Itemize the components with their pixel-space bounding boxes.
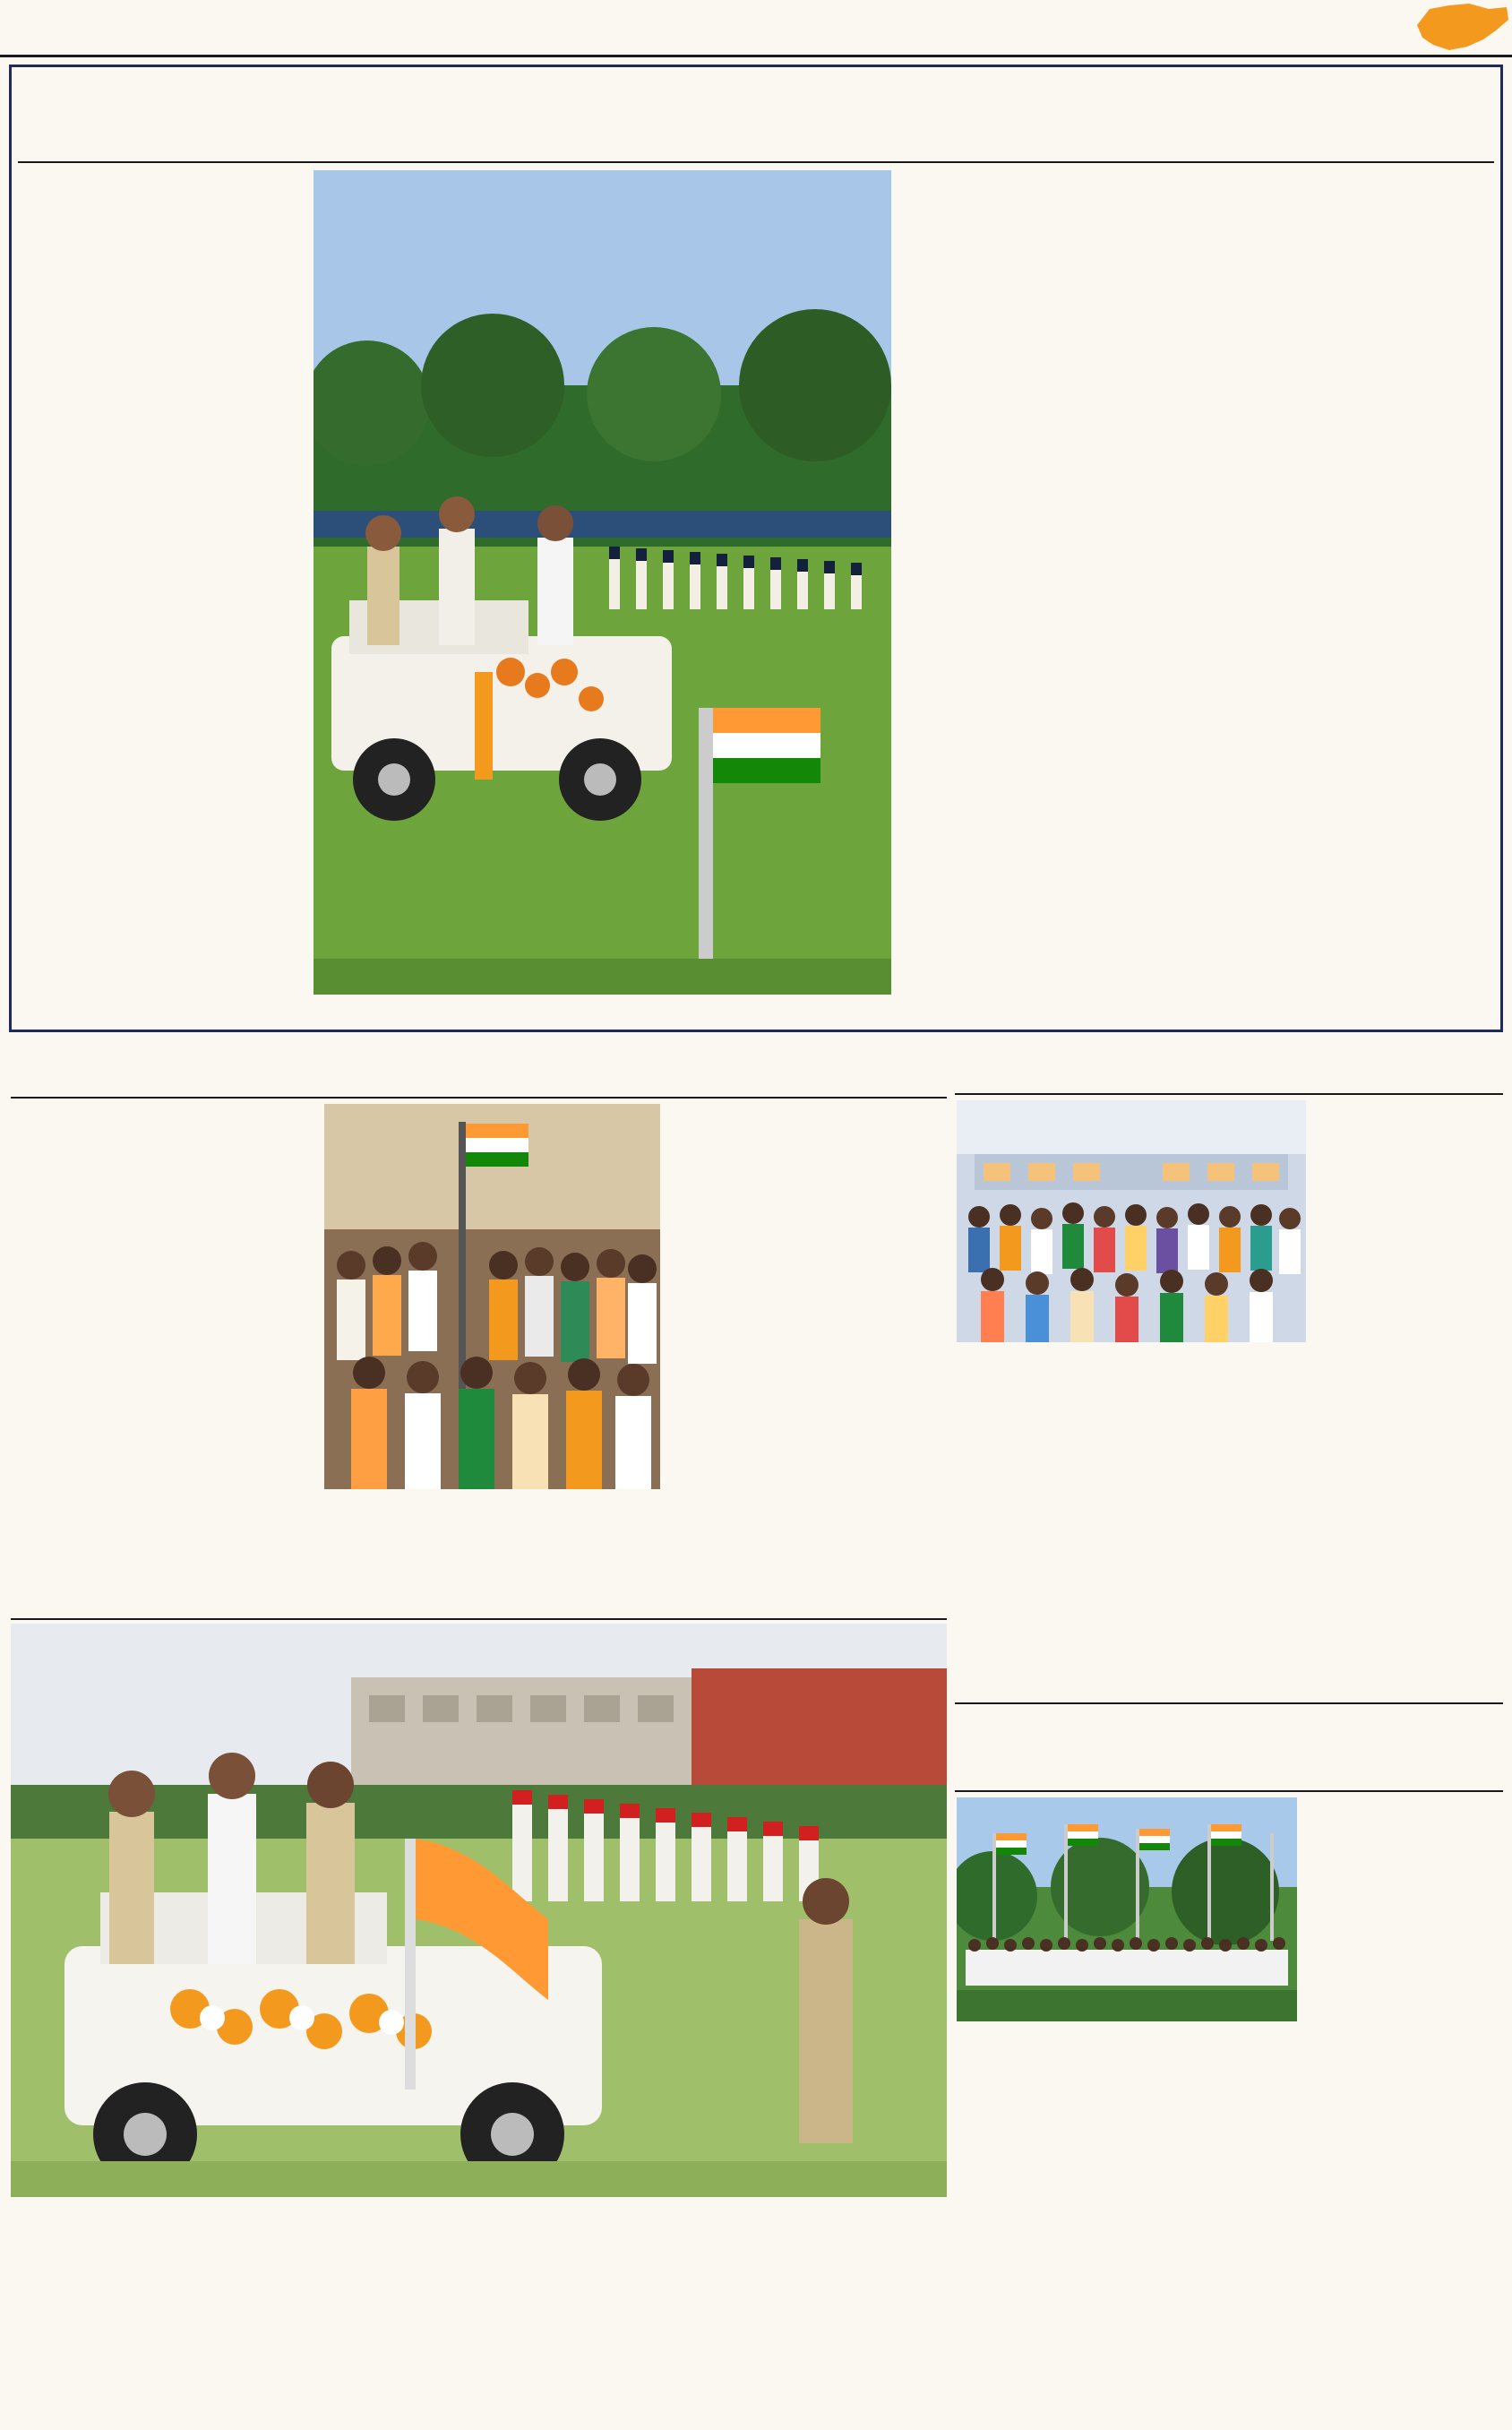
story-dalmia-col2 <box>1130 2027 1297 2392</box>
story-marwari-col3 <box>667 1104 947 1539</box>
dalmia-group-photo <box>957 1797 1297 2021</box>
story-hope-headline <box>955 1039 1503 1090</box>
story-marwari-subhead <box>13 1104 317 1158</box>
masthead <box>0 0 1512 57</box>
story-hope-subhead <box>957 1348 1306 1400</box>
story-mcl-headline <box>18 72 1494 158</box>
story-hope-col1 <box>957 1405 1145 1701</box>
story-mcl-col3 <box>899 168 1188 1027</box>
marwari-photo-caption <box>324 1493 660 1539</box>
story-sambalpur-col2 <box>244 2202 475 2392</box>
story-marwari-headline <box>11 1038 947 1093</box>
story-marwari-col1 <box>13 1163 317 1539</box>
story-sambalpur-col3 <box>484 2202 715 2392</box>
story-mcl-col1 <box>20 168 305 1027</box>
mcl-parade-photo <box>314 170 891 995</box>
story-dalmia-headline-2 <box>955 1747 1503 1787</box>
marwari-group-photo <box>324 1104 660 1489</box>
story-sambalpur-col1 <box>11 2202 235 2392</box>
story-hope-names <box>1313 1100 1501 1477</box>
story-sambalpur-col4 <box>724 2202 947 2392</box>
story-dalmia-headline-1 <box>955 1708 1503 1747</box>
story-dalmia-right-col <box>1304 1797 1501 2392</box>
odisha-map-icon <box>1413 0 1512 56</box>
story-dalmia-col1 <box>957 2027 1123 2392</box>
mcl-photo-caption <box>314 1000 891 1027</box>
sambalpur-jeep-photo <box>11 1624 947 2197</box>
story-hope-col2 <box>1154 1478 1501 1699</box>
hope-school-photo <box>957 1100 1306 1342</box>
story-sambalpur-headline <box>11 1545 947 1615</box>
story-mcl-col4 <box>1198 168 1494 1027</box>
